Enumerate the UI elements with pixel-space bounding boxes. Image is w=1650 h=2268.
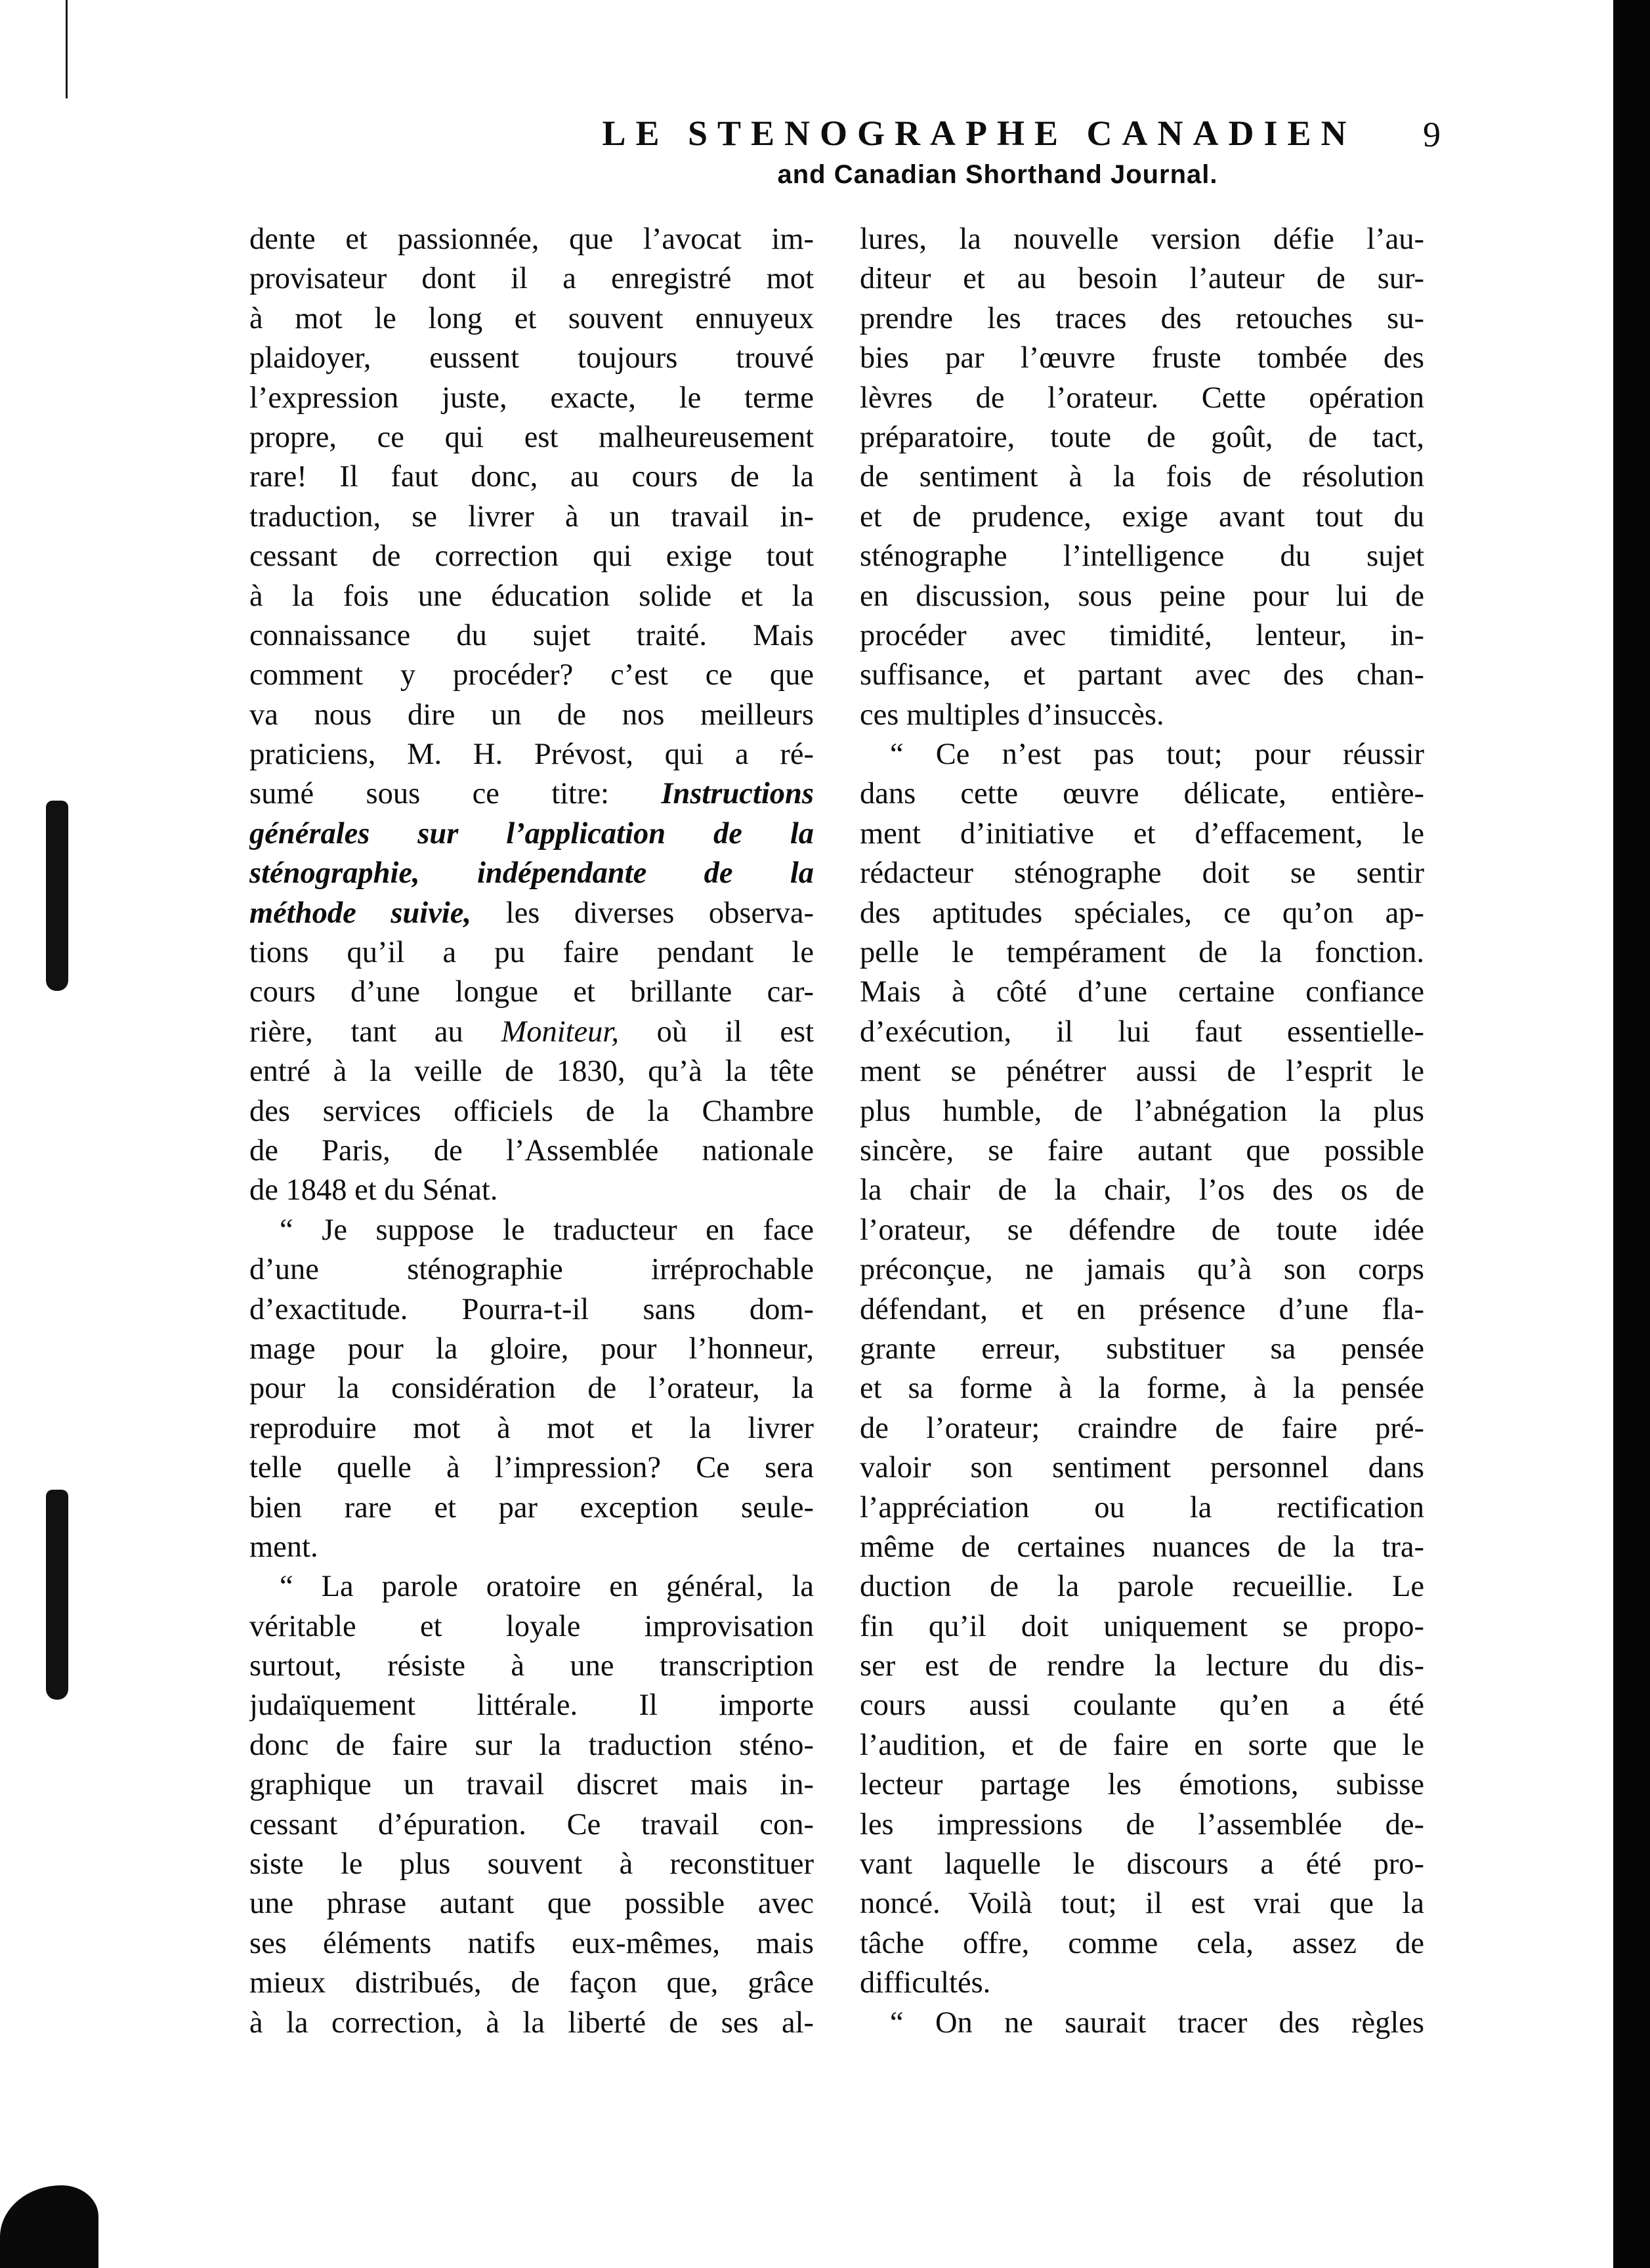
text-line: mage pour la gloire, pour l’honneur, — [249, 1332, 814, 1366]
text-line: provisateur dont il a enregistré mot — [249, 262, 814, 296]
text-line: tâche offre, comme cela, assez de — [860, 1926, 1424, 1960]
text-line: la chair de la chair, l’os des os de — [860, 1173, 1424, 1208]
text-line: préconçue, ne jamais qu’à son corps — [860, 1253, 1424, 1287]
text-line: judaïquement littérale. Il importe — [249, 1689, 814, 1723]
text-line: lures, la nouvelle version défie l’au- — [860, 222, 1424, 256]
scan-edge-left — [66, 0, 68, 98]
text-line: l’expression juste, exacte, le terme — [249, 381, 814, 415]
text-fragment: rière, tant au — [249, 1015, 463, 1049]
scan-edge-right — [1613, 0, 1650, 2268]
text-line: une phrase autant que possible avec — [249, 1887, 814, 1921]
text-line: “ Ce n’est pas tout; pour réussir — [890, 738, 1424, 772]
binding-mark-top — [46, 801, 68, 991]
text-line — [249, 894, 814, 933]
text-line: à mot le long et souvent ennuyeux — [249, 301, 814, 335]
text-line: connaissance du sujet traité. Mais — [249, 618, 814, 652]
text-line: l’orateur, se défendre de toute idée — [860, 1213, 1424, 1247]
text-line: pelle le tempérament de la fonction. — [860, 936, 1424, 970]
text-line: mieux distribués, de façon que, grâce — [249, 1966, 814, 2000]
text-line: lèvres de l’orateur. Cette opération — [860, 381, 1424, 415]
text-line — [249, 774, 814, 814]
text-line: véritable et loyale improvisation — [249, 1609, 814, 1643]
text-line: à la fois une éducation solide et la — [249, 579, 814, 613]
text-line: ser est de rendre la lecture du dis- — [860, 1649, 1424, 1683]
text-line: rare! Il faut donc, au cours de la — [249, 460, 814, 494]
text-line: ment se pénétrer aussi de l’esprit le — [860, 1055, 1424, 1089]
text-line: ment. — [249, 1530, 318, 1564]
italic-title-line: sténographie, indépendante de la — [249, 856, 814, 891]
text-line: de Paris, de l’Assemblée nationale — [249, 1133, 814, 1167]
text-line: tions qu’il a pu faire pendant le — [249, 936, 814, 970]
text-line: telle quelle à l’impression? Ce sera — [249, 1451, 814, 1485]
text-line: valoir son sentiment personnel dans — [860, 1451, 1424, 1485]
text-line: à la correction, à la liberté de ses al- — [249, 2006, 814, 2040]
text-line: suffisance, et partant avec des chan- — [860, 658, 1424, 692]
text-line: sincère, se faire autant que possible — [860, 1133, 1424, 1167]
text-line: cessant d’épuration. Ce travail con- — [249, 1807, 814, 1841]
text-line: et de prudence, exige avant tout du — [860, 499, 1424, 534]
text-fragment: les diverses observa- — [505, 896, 814, 930]
text-line: fin qu’il doit uniquement se propo- — [860, 1609, 1424, 1643]
text-line: plaidoyer, eussent toujours trouvé — [249, 341, 814, 375]
text-line: surtout, résiste à une transcription — [249, 1649, 814, 1683]
text-line: les impressions de l’assemblée de- — [860, 1807, 1424, 1841]
text-line: duction de la parole recueillie. Le — [860, 1570, 1424, 1604]
text-line: l’audition, et de faire en sorte que le — [860, 1728, 1424, 1762]
text-line: donc de faire sur la traduction sténo- — [249, 1728, 814, 1762]
text-line: propre, ce qui est malheureusement — [249, 420, 814, 454]
text-line: Mais à côté d’une certaine confiance — [860, 975, 1424, 1009]
italic-title-line: générales sur l’application de la — [249, 816, 814, 850]
text-line: d’exactitude. Pourra-t-il sans dom- — [249, 1292, 814, 1326]
text-line: des aptitudes spéciales, ce qu’on ap- — [860, 896, 1424, 930]
corner-shadow — [0, 2185, 98, 2268]
text-line: lecteur partage les émotions, subisse — [860, 1768, 1424, 1802]
text-line: pour la considération de l’orateur, la — [249, 1372, 814, 1406]
text-line: dente et passionnée, que l’avocat im- — [249, 222, 814, 256]
text-line: ses éléments natifs eux-mêmes, mais — [249, 1926, 814, 1960]
text-line: traduction, se livrer à un travail in- — [249, 499, 814, 534]
text-line: siste le plus souvent à reconstituer — [249, 1847, 814, 1881]
text-fragment: où il est — [656, 1015, 814, 1049]
text-fragment: sumé sous ce titre: — [249, 777, 610, 811]
text-line: cours aussi coulante qu’en a été — [860, 1689, 1424, 1723]
text-line: bien rare et par exception seule- — [249, 1490, 814, 1524]
text-line: sténographe l’intelligence du sujet — [860, 539, 1424, 574]
text-line: cessant de correction qui exige tout — [249, 539, 814, 574]
text-line: de 1848 et du Sénat. — [249, 1173, 498, 1208]
text-line: d’exécution, il lui faut essentielle- — [860, 1015, 1424, 1049]
text-line: vant laquelle le discours a été pro- — [860, 1847, 1424, 1881]
text-line: préparatoire, toute de goût, de tact, — [860, 420, 1424, 454]
left-column — [249, 220, 814, 2043]
text-line: noncé. Voilà tout; il est vrai que la — [860, 1887, 1424, 1921]
text-line: bies par l’œuvre fruste tombée des — [860, 341, 1424, 375]
text-line: grante erreur, substituer sa pensée — [860, 1332, 1424, 1366]
running-title: LE STENOGRAPHE CANADIEN — [602, 114, 1357, 153]
italic-title: méthode suivie, — [249, 896, 472, 930]
text-line: plus humble, de l’abnégation la plus — [860, 1094, 1424, 1128]
text-line: entré à la veille de 1830, qu’à la tête — [249, 1055, 814, 1089]
text-line: dans cette œuvre délicate, entière- — [860, 777, 1424, 811]
text-line: des services officiels de la Chambre — [249, 1094, 814, 1128]
text-line: rédacteur sténographe doit se sentir — [860, 856, 1424, 891]
text-line: cours d’une longue et brillante car- — [249, 975, 814, 1009]
text-line: comment y procéder? c’est ce que — [249, 658, 814, 692]
text-line: “ Je suppose le traducteur en face — [280, 1213, 814, 1247]
text-line: et sa forme à la forme, à la pensée — [860, 1372, 1424, 1406]
italic-newspaper: Moniteur, — [501, 1015, 619, 1049]
text-line: prendre les traces des retouches su- — [860, 301, 1424, 335]
journal-subtitle: and Canadian Shorthand Journal. — [777, 160, 1218, 189]
text-line: l’appréciation ou la rectification — [860, 1490, 1424, 1524]
right-column — [860, 220, 1424, 2043]
page-number: 9 — [1423, 115, 1441, 154]
text-line: même de certaines nuances de la tra- — [860, 1530, 1424, 1564]
text-line: procéder avec timidité, lenteur, in- — [860, 618, 1424, 652]
text-line: de sentiment à la fois de résolution — [860, 460, 1424, 494]
text-line: de l’orateur; craindre de faire pré- — [860, 1411, 1424, 1445]
text-line — [249, 1013, 814, 1052]
text-line: difficultés. — [860, 1966, 991, 2000]
text-line: ces multiples d’insuccès. — [860, 698, 1164, 732]
italic-title: Instructions — [661, 777, 814, 811]
text-line: praticiens, M. H. Prévost, qui a ré- — [249, 738, 814, 772]
binding-mark-bottom — [46, 1490, 68, 1700]
text-line: diteur et au besoin l’auteur de sur- — [860, 262, 1424, 296]
text-line: défendant, et en présence d’une fla- — [860, 1292, 1424, 1326]
text-line: d’une sténographie irréprochable — [249, 1253, 814, 1287]
text-line: ment d’initiative et d’effacement, le — [860, 816, 1424, 850]
text-line: reproduire mot à mot et la livrer — [249, 1411, 814, 1445]
text-line: va nous dire un de nos meilleurs — [249, 698, 814, 732]
text-line: graphique un travail discret mais in- — [249, 1768, 814, 1802]
text-line: “ La parole oratoire en général, la — [280, 1570, 814, 1604]
text-line: en discussion, sous peine pour lui de — [860, 579, 1424, 613]
text-line: “ On ne saurait tracer des règles — [890, 2006, 1424, 2040]
